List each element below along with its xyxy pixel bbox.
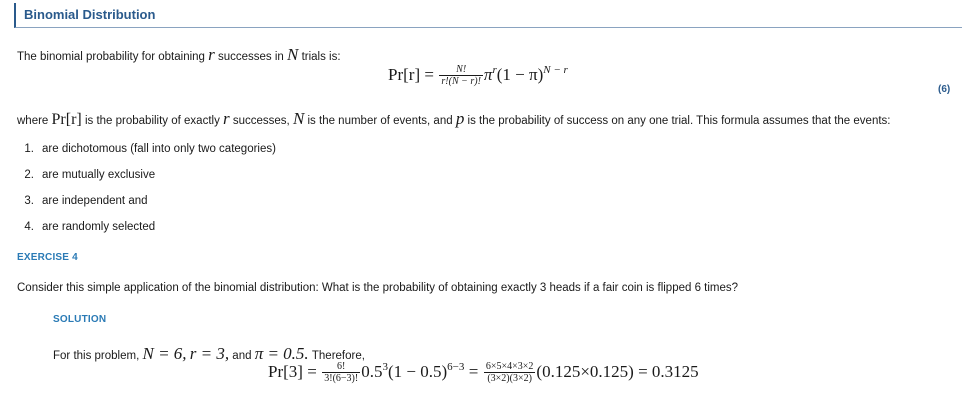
assumption-item: 1. are dichotomous (fall into only two categories) xyxy=(24,143,276,155)
assumption-item: 4. are randomly selected xyxy=(24,221,156,233)
equation-number: (6) xyxy=(938,84,951,95)
solution-given: For this problem, N = 6, r = 3, and π = 0.5. Therefore, xyxy=(53,344,365,363)
solution-equation: Pr[3] = $\frac{6!}{3!(6-3)!}$ $0.5^3(1 - 0.5)^{6-3}$ = $\frac{6\times 5\times 4\times 3\times 2}{(3\times 2)(3\times 2)}$ (0.125×0.125) = 0.3125 xyxy=(268,361,699,385)
formula-lhs: Pr[r] = xyxy=(388,65,434,84)
where-sentence: where Pr[r] is the probability of exactly r successes, N is the number of events, and p is the probability of success on any one trial. This formula assumes that the events: xyxy=(17,109,891,128)
section-header xyxy=(14,3,962,28)
exercise-heading: EXERCISE 4 xyxy=(17,252,78,263)
exercise-question: Consider this simple application of the binomial distribution: What is the probability of obtaining exactly 3 heads if a fair coin is flipped 6 times? xyxy=(17,282,739,294)
solution-fraction-1: $\frac{6!}{3!(6-3)!}$ xyxy=(324,361,359,385)
intro-sentence: The binomial probability for obtaining r successes in N trials is: xyxy=(17,45,341,64)
section-title: Binomial Distribution xyxy=(24,7,156,22)
binomial-formula: Pr[r] = $\frac{N!}{r!(N - r)!}$ $\pi^r(1 - \pi)^{N - r}$ xyxy=(388,64,568,88)
assumption-item: 2. are mutually exclusive xyxy=(24,169,156,181)
var-N: N xyxy=(287,45,299,64)
var-r: r xyxy=(208,45,215,64)
solution-fraction-2: $\frac{6\times 5\times 4\times 3\times 2}{(3\times 2)(3\times 2)}$ xyxy=(485,361,534,385)
formula-fraction: $\frac{N!}{r!(N - r)!}$ xyxy=(441,64,481,88)
solution-heading: SOLUTION xyxy=(53,314,107,325)
assumption-item: 3. are independent and xyxy=(24,195,148,207)
